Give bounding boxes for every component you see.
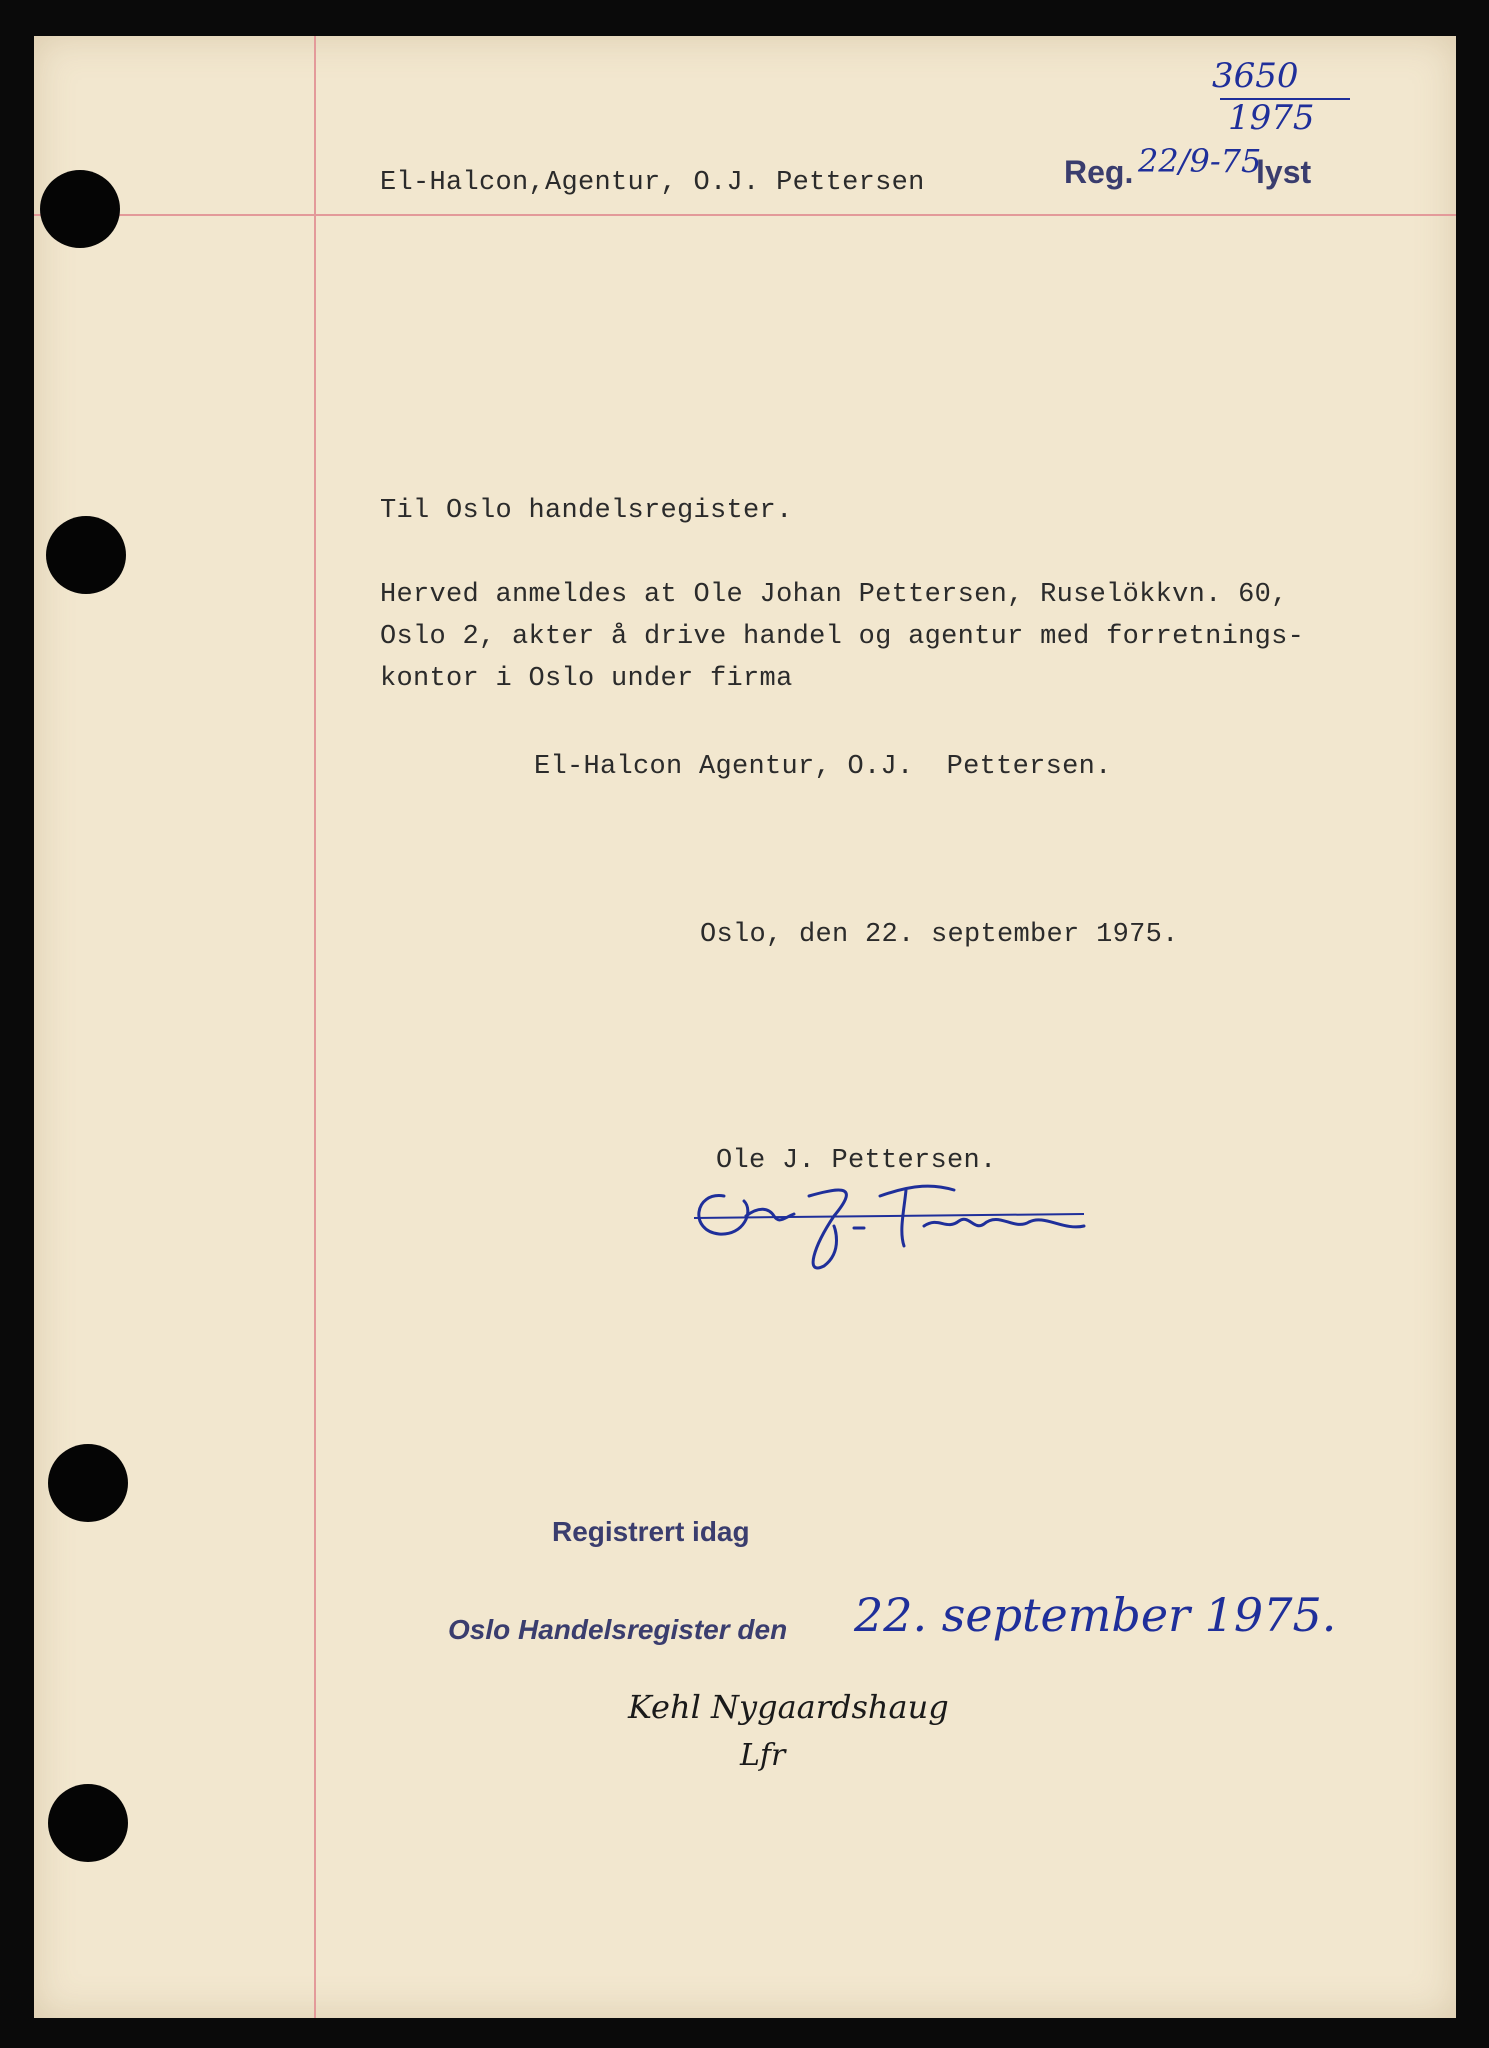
body-line-1: Herved anmeldes at Ole Johan Pettersen, Ruselökkvn. 60, <box>380 580 1288 610</box>
red-margin-line-horizontal <box>34 214 1456 216</box>
recipient-line: Til Oslo handelsregister. <box>380 496 793 526</box>
registration-stamp-title: Registrert idag <box>552 1516 750 1547</box>
reg-handwritten-date: 22/9-75 <box>1138 142 1262 180</box>
officer-initials: Lfr <box>740 1738 786 1773</box>
document-page <box>34 36 1456 2018</box>
officer-signature: Kehl Nygaardshaug <box>628 1688 949 1726</box>
punch-hole-2 <box>46 516 126 594</box>
signatory-line: Ole J. Pettersen. <box>716 1146 997 1176</box>
header-firm-line: El-Halcon,Agentur, O.J. Pettersen <box>380 168 925 198</box>
case-year: 1975 <box>1228 98 1315 138</box>
red-margin-line-vertical <box>314 36 316 2018</box>
applicant-signature <box>684 1156 1104 1306</box>
body-line-2: Oslo 2, akter å drive handel og agentur med forretnings- <box>380 622 1305 652</box>
case-number: 3650 <box>1212 56 1299 96</box>
registration-handwritten-date: 22. september 1975. <box>854 1588 1337 1642</box>
punch-hole-3 <box>48 1444 128 1522</box>
reg-stamp-suffix: lyst <box>1256 154 1312 190</box>
punch-hole-4 <box>48 1784 128 1862</box>
date-line: Oslo, den 22. september 1975. <box>700 920 1179 950</box>
punch-hole-1 <box>40 170 120 248</box>
reg-stamp-prefix: Reg. <box>1064 154 1134 190</box>
firm-name-line: El-Halcon Agentur, O.J. Pettersen. <box>534 752 1112 782</box>
registration-stamp-line: Oslo Handelsregister den <box>448 1614 788 1645</box>
body-line-3: kontor i Oslo under firma <box>380 664 793 694</box>
